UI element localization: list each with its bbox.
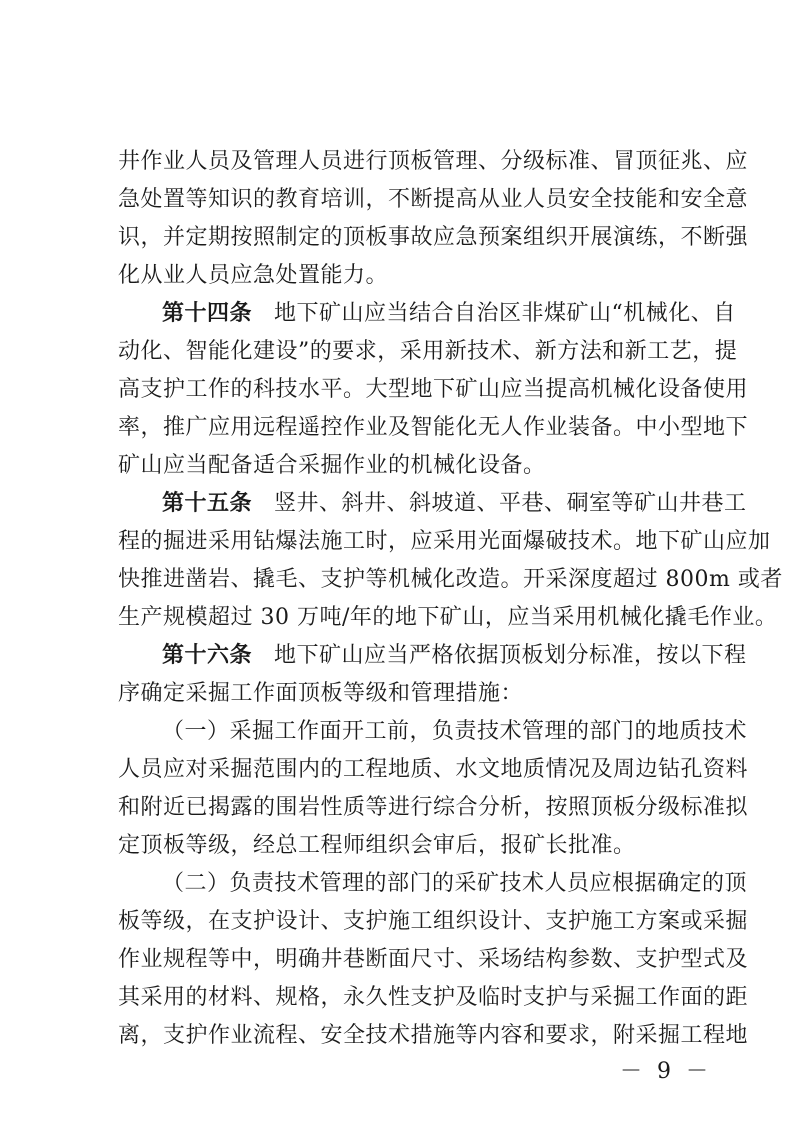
text-line: 快推进凿岩、撬毛、支护等机械化改造。开采深度超过 800m 或者 [118, 567, 783, 592]
text-line: 高支护工作的科技水平。大型地下矿山应当提高机械化设备使用 [118, 377, 749, 402]
text-line: 地下矿山应当结合自治区非煤矿山“机械化、自 [274, 301, 736, 326]
text-line: 地下矿山应当严格依据顶板划分标准，按以下程 [274, 643, 747, 668]
text-line: 板等级，在支护设计、支护施工组织设计、支护施工方案或采掘 [118, 909, 749, 934]
text-line: 急处置等知识的教育培训，不断提高从业人员安全技能和安全意 [118, 187, 749, 212]
text-line: 识，并定期按照制定的顶板事故应急预案组织开展演练，不断强 [118, 225, 749, 250]
article-15-first-line [162, 484, 762, 524]
text-line: （二）负责技术管理的部门的采矿技术人员应根据确定的顶 [162, 871, 748, 896]
article-15-heading: 第十五条 [162, 491, 253, 516]
text-line: 和附近已揭露的围岩性质等进行综合分析，按照顶板分级标准拟 [118, 795, 749, 820]
article-16-first-line [162, 636, 762, 676]
text-line: 离，支护作业流程、安全技术措施等内容和要求，附采掘工程地 [118, 1023, 749, 1048]
page-number: － 9 － [620, 1059, 712, 1084]
article-14-first-line [162, 294, 762, 334]
text-line: 井作业人员及管理人员进行顶板管理、分级标准、冒顶征兆、应 [118, 149, 749, 174]
text-line: 矿山应当配备适合采掘作业的机械化设备。 [118, 453, 546, 478]
text-line: 化从业人员应急处置能力。 [118, 263, 389, 288]
text-line: 动化、智能化建设”的要求，采用新技术、新方法和新工艺，提 [118, 339, 738, 364]
text-line: 竖井、斜井、斜坡道、平巷、硐室等矿山井巷工 [274, 491, 747, 516]
text-line: 定顶板等级，经总工程师组织会审后，报矿长批准。 [118, 833, 636, 858]
text-line: 生产规模超过 30 万吨/年的地下矿山，应当采用机械化撬毛作业。 [118, 605, 778, 630]
text-line: 人员应对采掘范围内的工程地质、水文地质情况及周边钻孔资料 [118, 757, 749, 782]
text-line: 序确定采掘工作面顶板等级和管理措施： [118, 681, 524, 706]
text-line: 率，推广应用远程遥控作业及智能化无人作业装备。中小型地下 [118, 415, 749, 440]
text-line: 作业规程等中，明确井巷断面尺寸、采场结构参数、支护型式及 [118, 947, 749, 972]
text-line: （一）采掘工作面开工前，负责技术管理的部门的地质技术 [162, 719, 748, 744]
text-line: 程的掘进采用钻爆法施工时，应采用光面爆破技术。地下矿山应加 [118, 529, 771, 554]
article-14-heading: 第十四条 [162, 301, 253, 326]
text-line: 其采用的材料、规格，永久性支护及临时支护与采掘工作面的距 [118, 985, 749, 1010]
article-16-heading: 第十六条 [162, 643, 253, 668]
